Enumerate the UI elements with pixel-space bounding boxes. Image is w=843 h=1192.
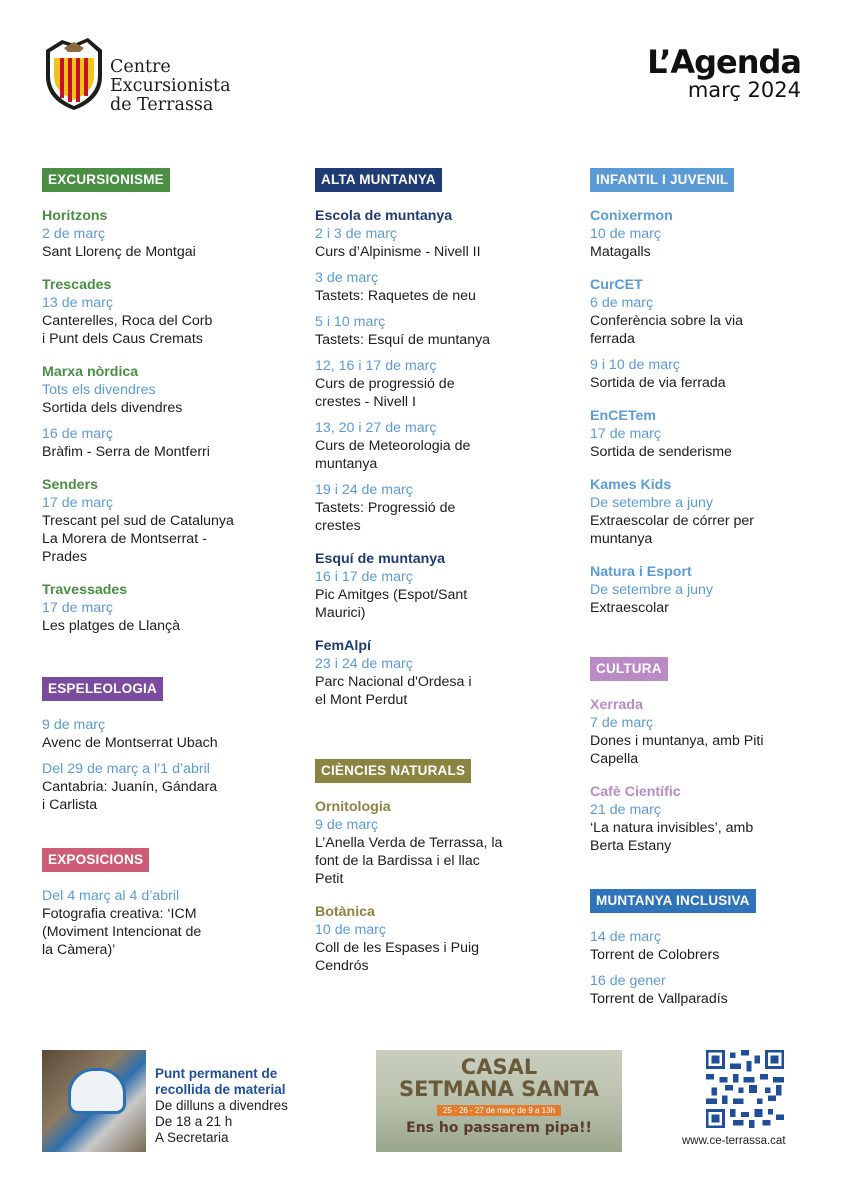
entry-date: 17 de març <box>590 426 661 442</box>
entry-desc: Tastets: Raquetes de neu <box>315 288 476 304</box>
website-link[interactable]: www.ce-terrassa.cat <box>682 1135 786 1147</box>
punt-title: recollida de material <box>155 1082 286 1097</box>
entry-desc: crestes - Nivell I <box>315 394 416 410</box>
entry-escola-muntanya <box>315 207 555 535</box>
entry-travessades <box>42 581 282 635</box>
casal-subtitle: SETMANA SANTA <box>399 1077 599 1101</box>
entry-date: Del 4 març al 4 d’abril <box>42 888 180 904</box>
casal-dates: 25 - 26 - 27 de març de 9 a 13h <box>437 1105 561 1116</box>
entry-date: 2 i 3 de març <box>315 226 398 242</box>
entry-cafe-cientific <box>590 783 830 855</box>
entry-espeleo-1 <box>42 716 282 814</box>
entry-date: 13 de març <box>42 295 113 311</box>
entry-date: 17 de març <box>42 600 113 616</box>
casal-slogan: Ens ho passarem pipa!! <box>406 1120 592 1136</box>
entry-date: 7 de març <box>590 715 654 731</box>
entry-desc: Sant Llorenç de Montgai <box>42 244 196 260</box>
column-3 <box>590 168 830 1008</box>
entry-desc: (Moviment Intencionat de <box>42 924 202 940</box>
entry-title: Escola de muntanya <box>315 208 453 224</box>
badge-espeleologia: ESPELEOLOGIA <box>42 677 163 701</box>
badge-infantil-juvenil: INFANTIL I JUVENIL <box>590 168 734 192</box>
entry-desc: crestes <box>315 518 361 534</box>
entry-title: Travessades <box>42 582 128 598</box>
entry-xerrada <box>590 696 830 768</box>
entry-desc: Parc Nacional d'Ordesa i <box>315 674 472 690</box>
entry-date: 13, 20 i 27 de març <box>315 420 437 436</box>
entry-desc: Cantabria: Juanín, Gándara <box>42 779 218 795</box>
entry-date: 2 de març <box>42 226 106 242</box>
entry-desc: Curs de Meteorologia de <box>315 438 471 454</box>
helmet-icon <box>68 1068 126 1114</box>
entry-desc: Berta Estany <box>590 838 672 854</box>
entry-desc: Trescant pel sud de Catalunya <box>42 513 234 529</box>
entry-desc: L’Anella Verda de Terrassa, la <box>315 835 503 851</box>
entry-title: Horitzons <box>42 208 108 224</box>
org-line-3: de Terrassa <box>110 95 214 115</box>
entry-desc: Coll de les Espases i Puig <box>315 940 480 956</box>
entry-title: Ornitologia <box>315 799 391 815</box>
entry-desc: Extraescolar <box>590 600 669 616</box>
entry-date: 10 de març <box>590 226 661 242</box>
entry-desc: Les platges de Llançà <box>42 618 181 634</box>
entry-desc: i Punt dels Caus Cremats <box>42 331 203 347</box>
entry-desc: Prades <box>42 549 87 565</box>
entry-date: 16 de març <box>42 426 113 442</box>
entry-desc: Avenc de Montserrat Ubach <box>42 735 218 751</box>
punt-line: De dilluns a divendres <box>155 1098 288 1113</box>
entry-desc: Capella <box>590 751 639 767</box>
entry-date: 17 de març <box>42 495 113 511</box>
badge-excursionisme: EXCURSIONISME <box>42 168 170 192</box>
entry-date: 16 de gener <box>590 973 666 989</box>
entry-marxa-nordica <box>42 363 282 461</box>
entry-ornitologia <box>315 798 555 888</box>
entry-encetem <box>590 407 830 461</box>
entry-desc: Petit <box>315 871 344 887</box>
entry-desc: Sortida de senderisme <box>590 444 732 460</box>
entry-botanica <box>315 903 555 975</box>
punt-line: De 18 a 21 h <box>155 1114 233 1129</box>
entry-exposicio <box>42 887 282 959</box>
entry-title: EnCETem <box>590 408 656 424</box>
entry-desc: Curs de progressió de <box>315 376 455 392</box>
punt-line: A Secretaria <box>155 1130 229 1145</box>
entry-title: Xerrada <box>590 697 643 713</box>
entry-date: 6 de març <box>590 295 654 311</box>
entry-title: Trescades <box>42 277 112 293</box>
entry-desc: Maurici) <box>315 605 366 621</box>
punt-material <box>155 1050 345 1146</box>
entry-desc: Torrent de Colobrers <box>590 947 720 963</box>
entry-desc: Bràfim - Serra de Montferri <box>42 444 210 460</box>
entry-title: Natura i Esport <box>590 564 692 580</box>
entry-desc: el Mont Perdut <box>315 692 408 708</box>
badge-cultura: CULTURA <box>590 657 668 681</box>
entry-desc: Fotografia creativa: ‘ICM <box>42 906 197 922</box>
entry-date: 23 i 24 de març <box>315 656 413 672</box>
entry-desc: muntanya <box>590 531 653 547</box>
entry-date: 9 de març <box>42 717 106 733</box>
entry-title: Marxa nòrdica <box>42 364 139 380</box>
qr-code-icon[interactable] <box>706 1050 784 1128</box>
entry-trescades <box>42 276 282 348</box>
entry-date: 21 de març <box>590 802 661 818</box>
entry-desc: Pic Amitges (Espot/Sant <box>315 587 468 603</box>
badge-ciencies-naturals: CIÈNCIES NATURALS <box>315 759 471 783</box>
entry-date: 10 de març <box>315 922 386 938</box>
entry-desc: ‘La natura invisibles’, amb <box>590 820 754 836</box>
entry-desc: i Carlista <box>42 797 98 813</box>
agenda-heading: L’Agenda <box>647 43 801 81</box>
material-photo <box>42 1050 146 1152</box>
entry-date: De setembre a juny <box>590 495 714 511</box>
entry-desc: Canterelles, Roca del Corb <box>42 313 213 329</box>
entry-desc: muntanya <box>315 456 378 472</box>
entry-desc: ferrada <box>590 331 635 347</box>
entry-desc: La Morera de Montserrat - <box>42 531 207 547</box>
column-2 <box>315 168 555 975</box>
org-name <box>110 58 231 115</box>
entry-date: 12, 16 i 17 de març <box>315 358 437 374</box>
entry-femalpi <box>315 637 555 709</box>
badge-muntanya-inclusiva: MUNTANYA INCLUSIVA <box>590 889 756 913</box>
entry-desc: Extraescolar de córrer per <box>590 513 755 529</box>
entry-date: 9 i 10 de març <box>590 357 680 373</box>
entry-natura-esport <box>590 563 830 617</box>
entry-desc: Torrent de Vallparadís <box>590 991 728 1007</box>
org-line-2: Excursionista <box>110 76 231 96</box>
entry-date: De setembre a juny <box>590 582 714 598</box>
entry-desc: Conferència sobre la via <box>590 313 743 329</box>
entry-title: Esquí de muntanya <box>315 551 446 567</box>
entry-desc: Matagalls <box>590 244 651 260</box>
entry-desc: Dones i muntanya, amb Piti <box>590 733 764 749</box>
entry-title: CurCET <box>590 277 643 293</box>
entry-date: Tots els divendres <box>42 382 156 398</box>
entry-date: 16 i 17 de març <box>315 569 413 585</box>
entry-date: 14 de març <box>590 929 661 945</box>
entry-title: Cafè Científic <box>590 784 681 800</box>
entry-title: Conixermon <box>590 208 673 224</box>
casal-banner[interactable] <box>376 1050 622 1152</box>
column-1 <box>42 168 282 959</box>
entry-desc: Cendrós <box>315 958 369 974</box>
entry-date: 3 de març <box>315 270 379 286</box>
entry-desc: Curs d’Alpinisme - Nivell II <box>315 244 481 260</box>
entry-inclusiva <box>590 928 830 1008</box>
entry-title: FemAlpí <box>315 638 371 654</box>
casal-title: CASAL <box>460 1055 538 1079</box>
entry-desc: Tastets: Progressió de <box>315 500 456 516</box>
entry-esqui-muntanya <box>315 550 555 622</box>
entry-date: 19 i 24 de març <box>315 482 413 498</box>
entry-desc: Tastets: Esquí de muntanya <box>315 332 491 348</box>
agenda-title <box>647 44 801 102</box>
entry-date: Del 29 de març a l’1 d’abril <box>42 761 210 777</box>
badge-exposicions: EXPOSICIONS <box>42 848 149 872</box>
entry-desc: Sortida de via ferrada <box>590 375 726 391</box>
entry-conixermon <box>590 207 830 261</box>
entry-title: Kames Kids <box>590 477 672 493</box>
entry-horitzons <box>42 207 282 261</box>
entry-senders <box>42 476 282 566</box>
entry-title: Senders <box>42 477 98 493</box>
punt-title: Punt permanent de <box>155 1066 278 1081</box>
entry-curcet <box>590 276 830 392</box>
entry-desc: la Càmera)’ <box>42 942 116 958</box>
entry-desc: font de la Bardissa i el llac <box>315 853 480 869</box>
agenda-month: març 2024 <box>687 78 801 102</box>
entry-date: 5 i 10 març <box>315 314 386 330</box>
entry-kames-kids <box>590 476 830 548</box>
entry-title: Botànica <box>315 904 375 920</box>
badge-alta-muntanya: ALTA MUNTANYA <box>315 168 442 192</box>
org-line-1: Centre <box>110 57 171 77</box>
club-logo <box>42 36 106 112</box>
entry-desc: Sortida dels divendres <box>42 400 183 416</box>
entry-date: 9 de març <box>315 817 379 833</box>
